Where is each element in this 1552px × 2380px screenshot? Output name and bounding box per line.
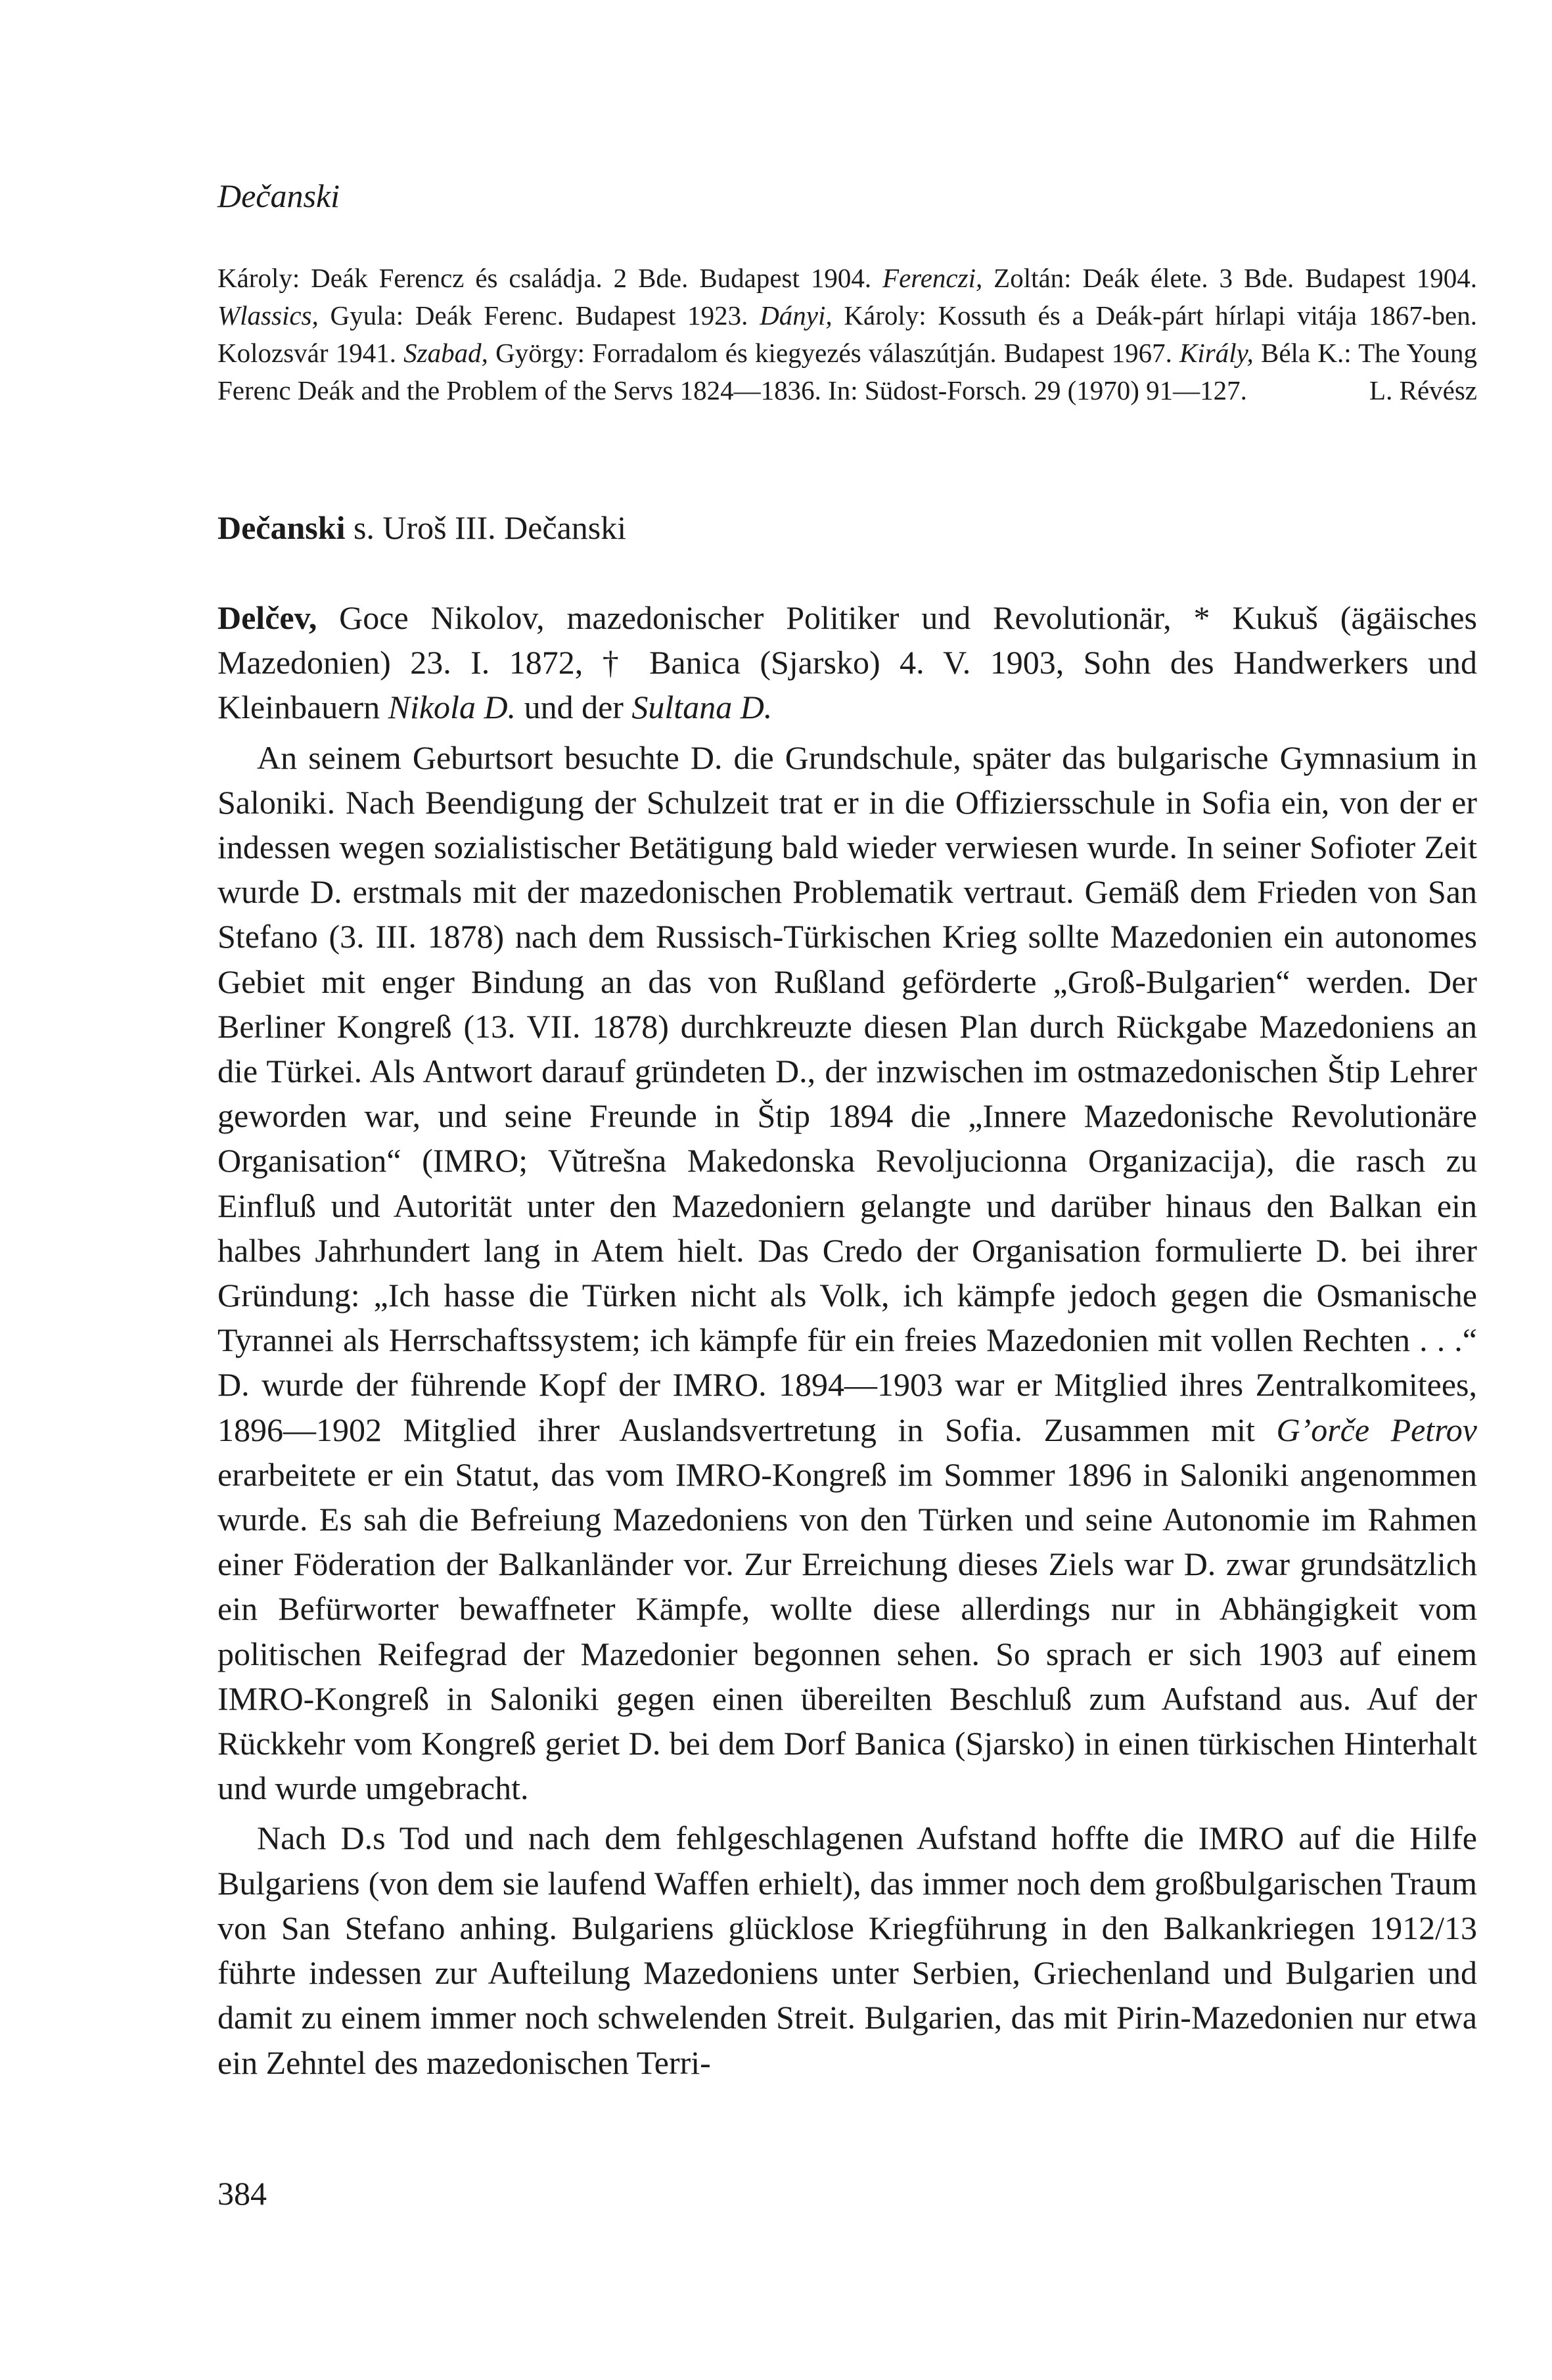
article-text: und der	[516, 689, 632, 726]
article-intro-paragraph	[217, 595, 1477, 730]
bibliography-block	[217, 260, 1477, 409]
biblio-text: Károly: Deák Ferencz és családja. 2 Bde. Budapest 1904.	[217, 263, 883, 293]
person-name: Sultana D.	[631, 689, 773, 726]
article-text: Goce Nikolov, mazedonischer Politiker und Revolutionär, * Kukuš (ägäisches Mazedonien) 23. I. 1872, † Banica (Sjarsko) 4. V. 1903, Sohn des Handwerkers und Kleinbauern	[217, 599, 1477, 726]
article-delcev	[217, 595, 1477, 2085]
running-head: Dečanski	[217, 177, 340, 214]
biblio-text: Béla K.: The Young Ferenc Deák and the Problem of the Servs 1824—1836. In: Südost-Forsch. 29 (1970) 91—127.	[217, 338, 1477, 405]
biblio-author: Wlassics,	[217, 300, 319, 331]
biblio-author: Ferenczi,	[882, 263, 983, 293]
biblio-author: Szabad,	[403, 338, 488, 368]
biblio-author: Dányi,	[760, 300, 833, 331]
biblio-text: Károly: Kossuth és a Deák-párt hírlapi vitája 1867-ben. Kolozsvár 1941.	[217, 300, 1477, 368]
biblio-text: Zoltán: Deák élete. 3 Bde. Budapest 1904.	[982, 263, 1477, 293]
cross-reference-headword: Dečanski	[217, 509, 346, 546]
article-headword: Delčev,	[217, 599, 317, 636]
page-number: 384	[217, 2175, 267, 2212]
article-paragraph	[217, 735, 1477, 1811]
person-name: G’orče Petrov	[1276, 1411, 1477, 1448]
cross-reference-text: s. Uroš III. Dečanski	[345, 509, 627, 546]
biblio-text: György: Forradalom és kiegyezés válaszútján. Budapest 1967.	[488, 338, 1180, 368]
article-paragraph: Nach D.s Tod und nach dem fehlgeschlagenen Aufstand hoffte die IMRO auf die Hilfe Bulgariens (von dem sie laufend Waffen erhielt), das immer noch dem großbulgarischen Traum von San Stefano anhing. Bulgariens glücklose Kriegführung in den Balkankriegen 1912/13 führte indessen zur Aufteilung Mazedoniens unter Serbien, Griechenland und Bulgarien und damit zu einem immer noch schwelenden Streit. Bulgarien, das mit Pirin-Mazedonien nur etwa ein Zehntel des mazedonischen Terri-	[217, 1819, 1477, 2081]
cross-reference-entry	[217, 508, 626, 547]
author-signature: L. Révész	[1369, 375, 1477, 405]
article-text: erarbeitete er ein Statut, das vom IMRO-Kongreß im Sommer 1896 in Saloniki angenommen wurde. Es sah die Befreiung Mazedoniens von den Türken und seine Autonomie im Rahmen einer Föderation der Balkanländer vor. Zur Erreichung dieses Ziels war D. zwar grundsätzlich ein Befürworter bewaffneter Kämpfe, wollte diese allerdings nur in Abhängigkeit vom politischen Reifegrad der Mazedonier begonnen sehen. So sprach er sich 1903 auf einem IMRO-Kongreß in Saloniki gegen einen übereilten Beschluß zum Aufstand aus. Auf der Rückkehr vom Kongreß geriet D. bei dem Dorf Banica (Sjarsko) in einen türkischen Hinterhalt und wurde umgebracht.	[217, 1455, 1477, 1807]
article-text: An seinem Geburtsort besuchte D. die Grundschule, später das bulgarische Gymnasium in Saloniki. Nach Beendigung der Schulzeit trat er in die Offiziersschule in Sofia ein, von der er indessen wegen sozialistischer Betätigung bald wieder verwiesen wurde. In seiner Sofioter Zeit wurde D. erstmals mit der mazedonischen Problematik vertraut. Gemäß dem Frieden von San Stefano (3. III. 1878) nach dem Russisch-Türkischen Krieg sollte Mazedonien ein autonomes Gebiet mit enger Bindung an das von Rußland geförderte „Groß-Bulgarien“ werden. Der Berliner Kongreß (13. VII. 1878) durchkreuzte diesen Plan durch Rückgabe Mazedoniens an die Türkei. Als Antwort darauf gründeten D., der inzwischen im ostmazedonischen Štip Lehrer geworden war, und seine Freunde in Štip 1894 die „Innere Mazedonische Revolutionäre Organisation“ (IMRO; Vŭtrešna Makedonska Revoljucionna Organizacija), die rasch zu Einfluß und Autorität unter den Mazedoniern gelangte und darüber hinaus den Balkan ein halbes Jahrhundert lang in Atem hielt. Das Credo der Organisation formulierte D. bei ihrer Gründung: „Ich hasse die Türken nicht als Volk, ich kämpfe jedoch gegen die Osmanische Tyrannei als Herrschaftssystem; ich kämpfe für ein freies Mazedonien mit vollen Rechten . . .“ D. wurde der führende Kopf der IMRO. 1894—1903 war er Mitglied ihres Zentralkomitees, 1896—1902 Mitglied ihrer Auslandsvertretung in Sofia. Zusammen mit	[217, 739, 1477, 1448]
person-name: Nikola D.	[388, 689, 516, 726]
biblio-text: Gyula: Deák Ferenc. Budapest 1923.	[318, 300, 760, 331]
biblio-author: Király,	[1179, 338, 1254, 368]
